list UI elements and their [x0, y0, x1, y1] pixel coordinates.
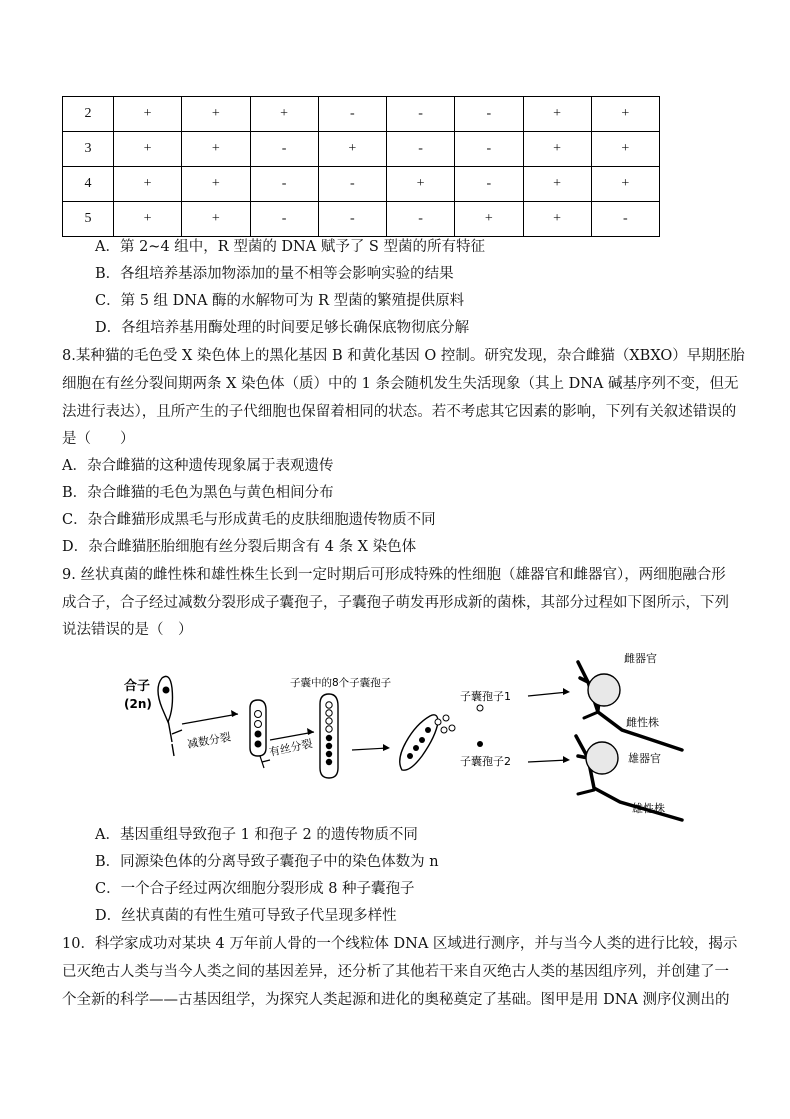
table-cell: - [455, 132, 523, 167]
spore2-dot [477, 741, 483, 747]
ascus-four-cells [250, 700, 270, 768]
q9-stem-line: 9. 丝状真菌的雌性株和雄性株生长到一定时期后可形成特殊的性细胞（雄器官和雌器官），两细胞融合形 [62, 567, 726, 583]
table-cell: - [318, 202, 386, 237]
table-cell: - [387, 97, 455, 132]
q9-stem-line: 说法错误的是（ ） [62, 622, 193, 638]
arrow-head [383, 744, 390, 751]
table-cell: + [114, 132, 182, 167]
table-cell: + [182, 167, 250, 202]
table-cell: - [250, 167, 318, 202]
q7-option-b: B．各组培养基添加物添加的量不相等会影响实验的结果 [95, 266, 454, 282]
table-cell: - [318, 97, 386, 132]
table-cell: + [114, 202, 182, 237]
q8-option-c: C．杂合雌猫形成黑毛与形成黄毛的皮肤细胞遗传物质不同 [62, 512, 436, 528]
table-row [63, 167, 660, 202]
spore-release [400, 715, 455, 770]
zygote-label: 合子 [124, 679, 151, 694]
table-cell: + [523, 167, 591, 202]
table-cell: + [318, 132, 386, 167]
experiment-table [62, 96, 660, 237]
q8-stem-line: 法进行表达），且所产生的子代细胞也保留着相同的状态。若不考虑其它因素的影响，下列有关叙述错误的 [62, 404, 737, 420]
table-cell: - [387, 202, 455, 237]
arrow [352, 748, 388, 750]
q8-option-a: A．杂合雌猫的这种遗传现象属于表观遗传 [62, 458, 334, 474]
table-cell: 2 [63, 97, 114, 132]
q10-stem-line: 个全新的科学——古基因组学，为探究人类起源和进化的奥秘奠定了基础。图甲是用 DNA 测序仪测出的 [62, 992, 730, 1008]
q9-option-b: B．同源染色体的分离导致子囊孢子中的染色体数为 n [95, 854, 439, 870]
zygote-cell [158, 676, 182, 756]
table-cell: + [182, 202, 250, 237]
table-cell: + [523, 202, 591, 237]
fungus-life-cycle-figure [110, 650, 720, 825]
table-cell: - [318, 167, 386, 202]
q9-option-d: D．丝状真菌的有性生殖可导致子代呈现多样性 [95, 908, 397, 924]
q8-option-b: B．杂合雌猫的毛色为黑色与黄色相间分布 [62, 485, 334, 501]
female-strain-drawing [578, 662, 682, 750]
spore1-label: 子囊孢子1 [460, 690, 511, 703]
q9-option-a: A．基因重组导致孢子 1 和孢子 2 的遗传物质不同 [95, 827, 418, 843]
arrow-head [231, 710, 238, 717]
q9-stem-line: 成合子，合子经过减数分裂形成子囊孢子，子囊孢子萌发再形成新的菌株，其部分过程如下图所示，下列 [62, 595, 729, 611]
spore2-label: 子囊孢子2 [460, 755, 511, 768]
table-row [63, 132, 660, 167]
table-cell: + [114, 167, 182, 202]
table-cell: + [523, 97, 591, 132]
female-organ-label: 雌器官 [624, 652, 657, 665]
zygote-ploidy-label: (2n) [124, 697, 152, 711]
table-cell: - [455, 167, 523, 202]
q8-stem-line: 细胞在有丝分裂间期两条 X 染色体（质）中的 1 条会随机发生失活现象（其上 DNA 碱基序列不变，但无 [62, 376, 739, 392]
spore1-dot [477, 705, 483, 711]
q7-option-d: D．各组培养基用酶处理的时间要足够长确保底物彻底分解 [95, 320, 470, 336]
table-cell: - [250, 132, 318, 167]
arrow [528, 760, 568, 762]
table-cell: + [114, 97, 182, 132]
female-strain-label: 雌性株 [626, 716, 659, 729]
male-organ-label: 雄器官 [628, 752, 661, 765]
arrow-head [307, 728, 314, 735]
table-row [63, 97, 660, 132]
ascus-label: 子囊中的8个子囊孢子 [290, 677, 392, 689]
mitosis-label: 有丝分裂 [267, 737, 314, 759]
table-cell: 4 [63, 167, 114, 202]
table-row [63, 202, 660, 237]
table-cell: - [387, 132, 455, 167]
table-cell: - [591, 202, 659, 237]
arrow [182, 714, 238, 724]
male-strain-label: 雄性株 [632, 802, 665, 815]
q7-option-a: A．第 2~4 组中，R 型菌的 DNA 赋予了 S 型菌的所有特征 [95, 239, 485, 255]
q7-option-c: C．第 5 组 DNA 酶的水解物可为 R 型菌的繁殖提供原料 [95, 293, 465, 309]
table-cell: + [250, 97, 318, 132]
table-cell: + [523, 132, 591, 167]
ascus-eight-spores [320, 694, 338, 778]
arrow-head [563, 756, 570, 763]
table-cell: + [387, 167, 455, 202]
q10-stem-line: 已灭绝古人类与当今人类之间的基因差异，还分析了其他若干来自灭绝古人类的基因组序列，并创建了一 [62, 964, 729, 980]
table-cell: + [455, 202, 523, 237]
q10-stem-line: 10．科学家成功对某块 4 万年前人骨的一个线粒体 DNA 区域进行测序，并与当今人类的进行比较，揭示 [62, 936, 738, 952]
table-cell: 5 [63, 202, 114, 237]
table-cell: 3 [63, 132, 114, 167]
table-cell: + [182, 97, 250, 132]
q8-stem-line: 是（ ） [62, 431, 135, 447]
table-cell: + [591, 97, 659, 132]
male-strain-drawing [576, 736, 682, 820]
table-cell: + [182, 132, 250, 167]
q8-option-d: D．杂合雌猫胚胎细胞有丝分裂后期含有 4 条 X 染色体 [62, 539, 417, 555]
table-cell: - [455, 97, 523, 132]
q8-stem-line: 8.某种猫的毛色受 X 染色体上的黑化基因 B 和黄化基因 O 控制。研究发现，杂合雌猫（XBXO）早期胚胎 [62, 348, 745, 364]
table-cell: - [250, 202, 318, 237]
table-cell: + [591, 167, 659, 202]
table-cell: + [591, 132, 659, 167]
arrow-head [563, 688, 570, 695]
meiosis-label: 减数分裂 [186, 730, 232, 751]
q9-option-c: C．一个合子经过两次细胞分裂形成 8 种子囊孢子 [95, 881, 415, 897]
arrow [528, 692, 568, 696]
